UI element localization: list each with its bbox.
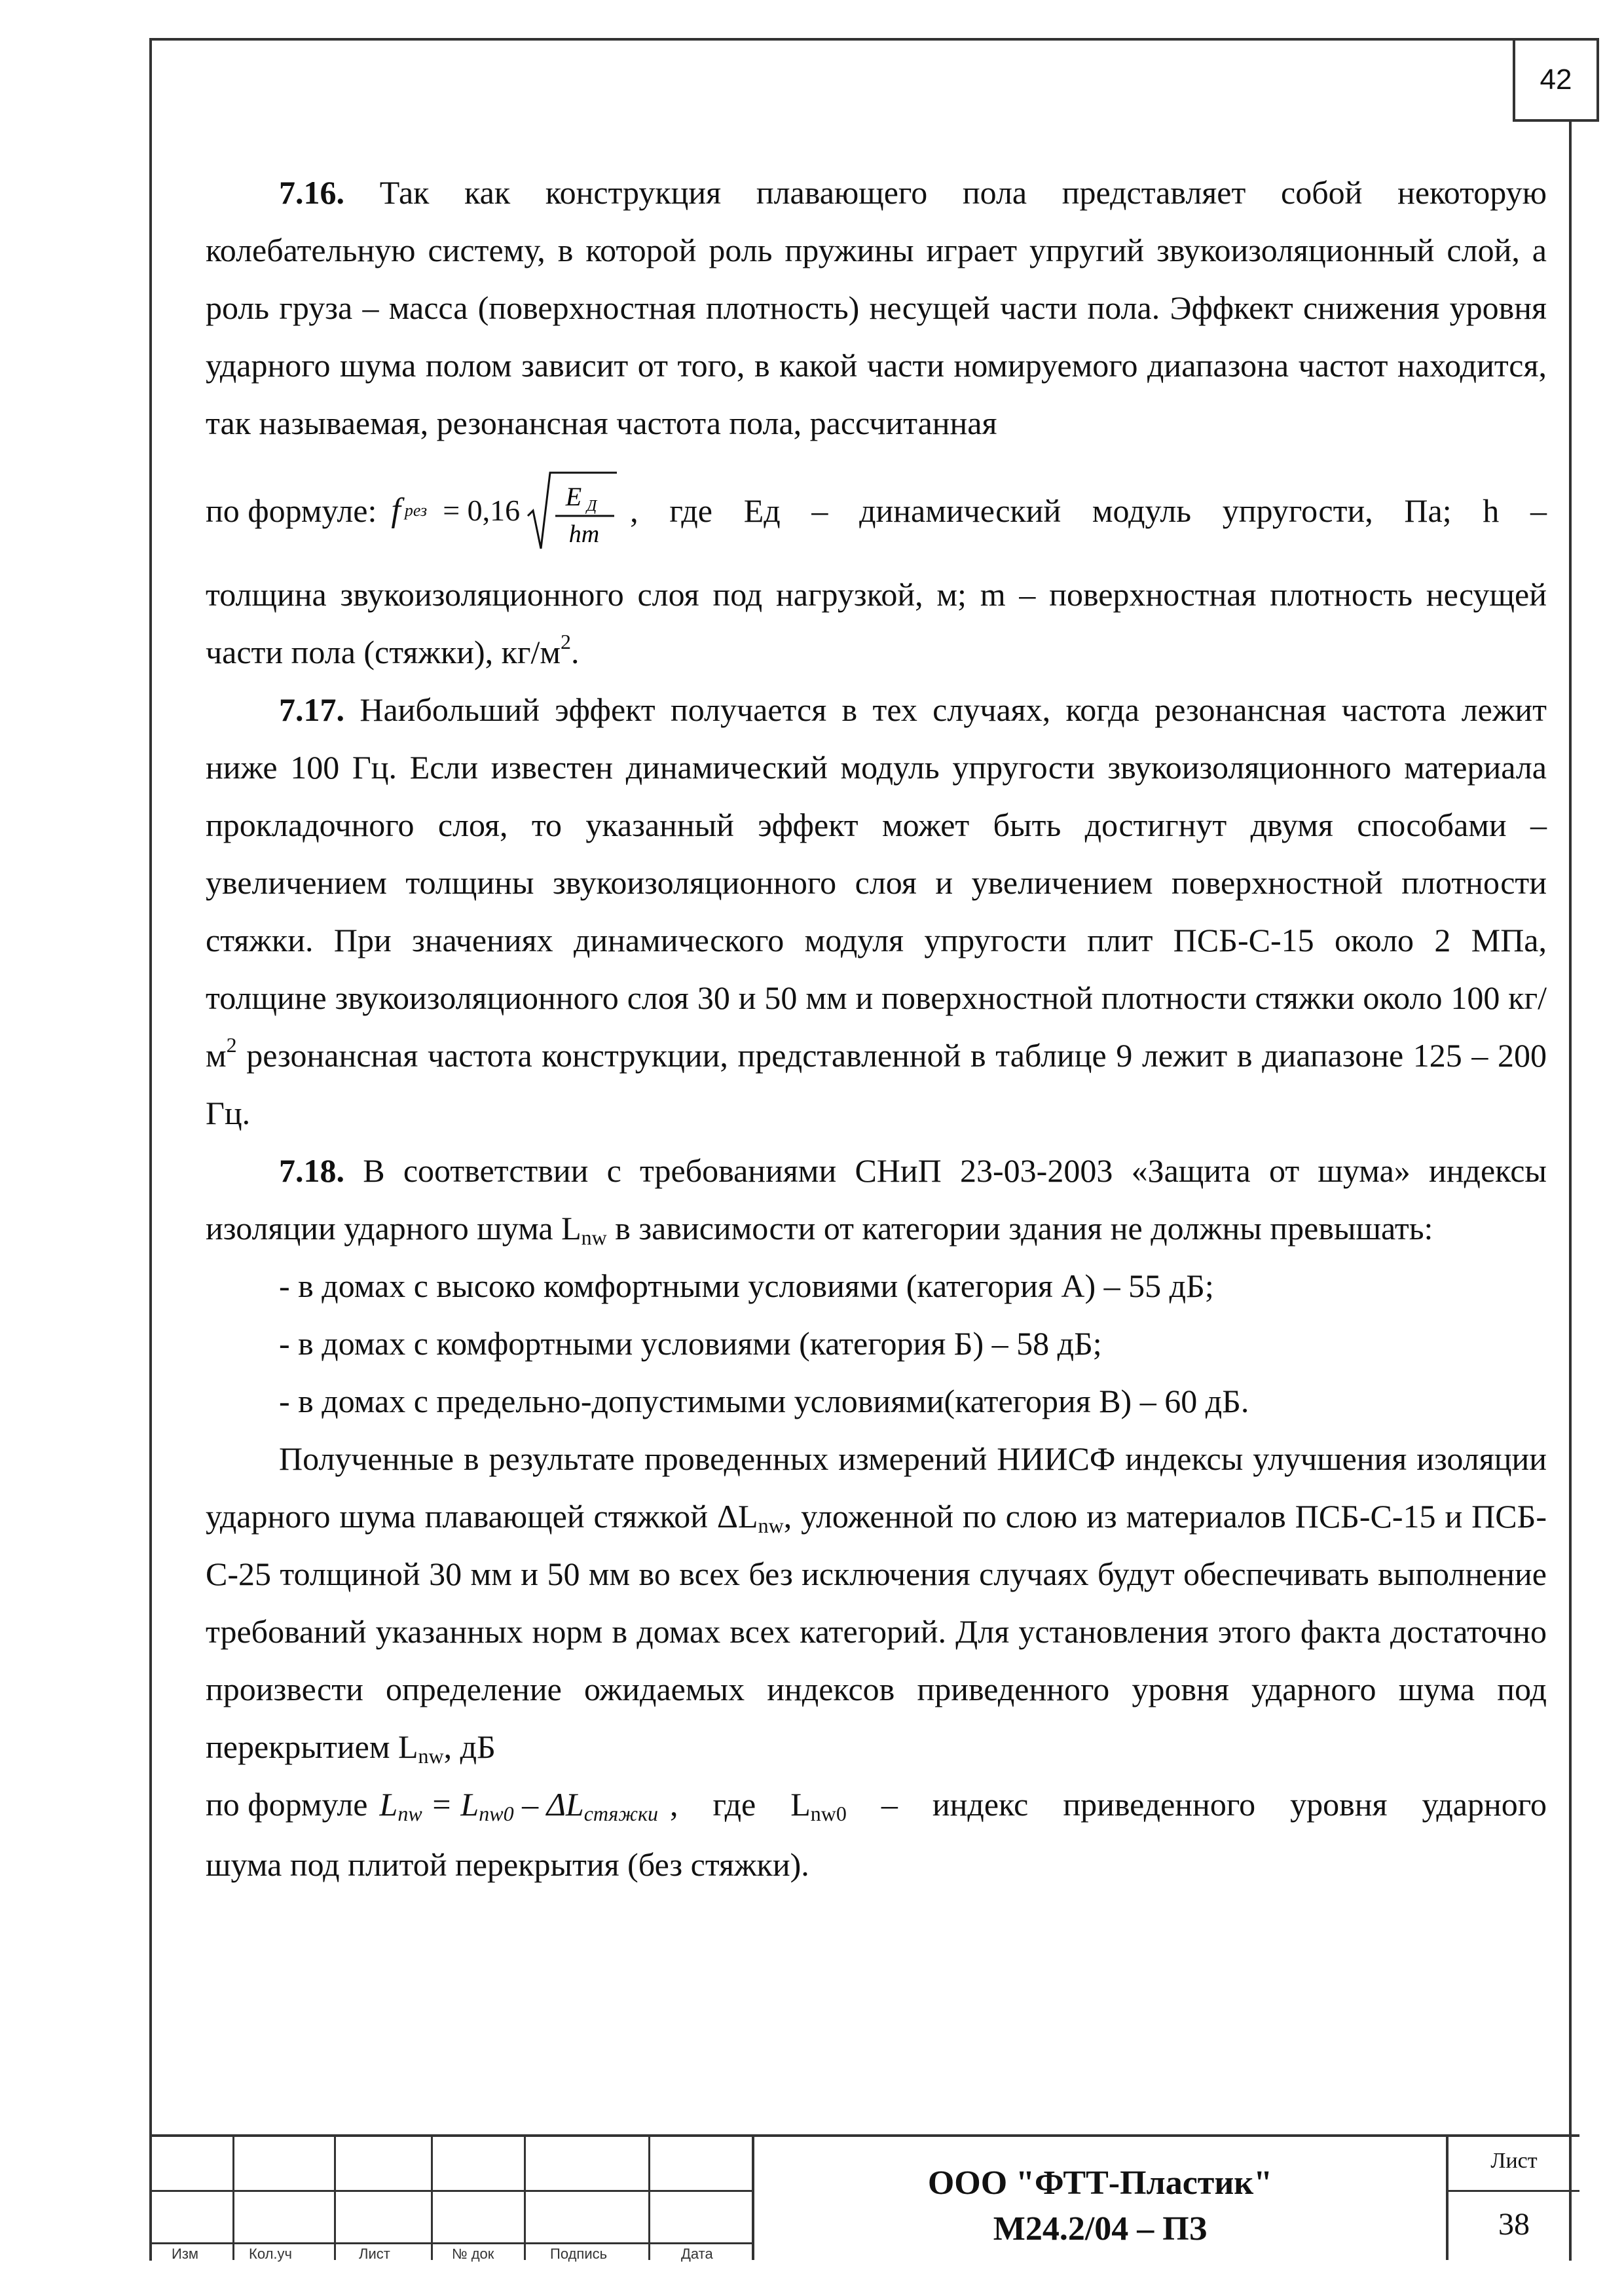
paragraph-final-end: шума под плитой перекрытия (без стяжки). — [206, 1846, 809, 1883]
formula-suffix-text: , где L — [670, 1786, 811, 1823]
formula-L: L — [379, 1786, 398, 1823]
list-item-category-v: - в домах с предельно-допустимыми условиями(категория В) – 60 дБ. — [279, 1383, 1249, 1419]
stamp-document-code: М24.2/04 – ПЗ — [993, 2210, 1208, 2248]
formula-resonance: f рез = 0,16 E Д hm — [391, 465, 618, 556]
subscript: nw — [758, 1514, 784, 1537]
section-number: 7.18. — [279, 1152, 344, 1189]
formula-sub: стяжки — [583, 1802, 659, 1825]
paragraph-text-end: , дБ — [443, 1728, 496, 1765]
paragraph-7-18 — [206, 1142, 1547, 1257]
superscript: 2 — [561, 630, 571, 653]
formula-prefix: по формуле — [206, 1786, 368, 1823]
stamp-company: ООО "ФТТ-Пластик" — [927, 2164, 1273, 2202]
corner-page-number: 42 — [1513, 38, 1599, 122]
formula-prefix: по формуле: — [206, 492, 377, 529]
paragraph-text: В соответствии с требованиями СНиП 23-03-2003 «Защита от шума» индексы изоляции ударного шума L — [206, 1152, 1547, 1247]
section-number: 7.17. — [279, 691, 344, 728]
formula-suffix-end: – индекс приведенного уровня ударного — [846, 1786, 1547, 1823]
formula-sub: nw — [397, 1802, 422, 1825]
stamp-col-doc: № док — [452, 2246, 494, 2262]
paragraph-text-middle: , уложенной по слою из материалов ПСБ-С-15 и ПСБ-С-25 толщиной 30 мм и 50 мм во всех без исключения случаях будут обеспечивать выполнение требований указанных норм в домах всех категорий. Для установления этого факта достаточно произвести определение ожидаемых индексов приведенного уровня ударного шума под перекрытием L — [206, 1498, 1547, 1765]
sqrt-denominator: hm — [568, 520, 600, 548]
stamp-sheet-label: Лист — [1490, 2149, 1538, 2173]
paragraph-text-end: . — [571, 634, 580, 670]
superscript: 2 — [226, 1033, 237, 1057]
sqrt-fraction — [526, 465, 618, 556]
formula-resonance-line — [206, 458, 1547, 563]
formula-sub: nw0 — [479, 1802, 514, 1825]
paragraph-text: толщина звукоизоляционного слоя под нагрузкой, м; m – поверхностная плотность несущей части пола (стяжки), кг/м — [206, 576, 1547, 670]
section-number: 7.16. — [279, 174, 344, 211]
paragraph-final — [206, 1430, 1547, 1776]
paragraph-text: Полученные в результате проведенных измерений НИИСФ индексы улучшения изоляции ударного шума плавающей стяжкой ΔL — [206, 1440, 1547, 1535]
sqrt-numerator: E — [565, 482, 582, 511]
formula-suffix: , где Ед – динамический модуль упругости, Па; h – — [630, 492, 1547, 529]
paragraph-text-end: резонансная частота конструкции, представленной в таблице 9 лежит в диапазоне 125 – 200 Гц. — [206, 1037, 1547, 1131]
paragraph-7-16 — [206, 164, 1547, 452]
paragraph-text: Так как конструкция плавающего пола представляет собой некоторую колебательную систему, в которой роль пружины играет упругий звукоизоляционный слой, а роль груза – масса (поверхностная плотность) несущей части пола. Эффкект снижения уровня ударного шума полом зависит от того, в какой части номируемого диапазона частот находится, так называемая, резонансная частота пола, рассчитанная — [206, 174, 1547, 441]
stamp-col-izm: Изм — [172, 2246, 199, 2262]
paragraph-7-16-continued — [206, 566, 1547, 681]
formula-mid: = L — [422, 1786, 479, 1823]
stamp-col-sign: Подпись — [550, 2246, 608, 2262]
subscript: nw — [418, 1744, 444, 1768]
document-body — [206, 164, 1547, 1893]
formula-f: f — [391, 492, 401, 529]
formula-lnw — [380, 1776, 659, 1833]
list-item-category-b: - в домах с комфортными условиями (категория Б) – 58 дБ; — [279, 1325, 1102, 1362]
stamp-col-kol: Кол.уч — [249, 2246, 292, 2262]
sqrt-numerator-sub: Д — [587, 498, 597, 515]
paragraph-text-end: в зависимости от категории здания не должны превышать: — [606, 1210, 1433, 1247]
formula-mid: – ΔL — [513, 1786, 584, 1823]
list-item-category-a: - в домах с высоко комфортными условиями (категория А) – 55 дБ; — [279, 1267, 1214, 1304]
stamp-sheet-number: 38 — [1498, 2207, 1530, 2242]
formula-eq: = 0,16 — [443, 494, 521, 527]
formula-suffix — [670, 1776, 1547, 1833]
paragraph-text: Наибольший эффект получается в тех случаях, когда резонансная частота лежит ниже 100 Гц. Если известен динамический модуль упругости звукоизоляционного материала прокладочного слоя, то указанный эффект может быть достигнут двумя способами – увеличением толщины звукоизоляционного слоя и увеличением поверхностной плотности стяжки. При значениях динамического модуля упругости плит ПСБ-С-15 около 2 МПа, толщине звукоизоляционного слоя 30 и 50 мм и поверхностной плотности стяжки около 100 кг/м — [206, 691, 1547, 1074]
formula-lnw-line — [206, 1776, 1547, 1833]
paragraph-7-17 — [206, 681, 1547, 1142]
stamp-col-list: Лист — [359, 2246, 390, 2262]
formula-suffix-sub: nw0 — [810, 1802, 847, 1825]
subscript: nw — [581, 1226, 607, 1249]
stamp-col-date: Дата — [681, 2246, 713, 2262]
